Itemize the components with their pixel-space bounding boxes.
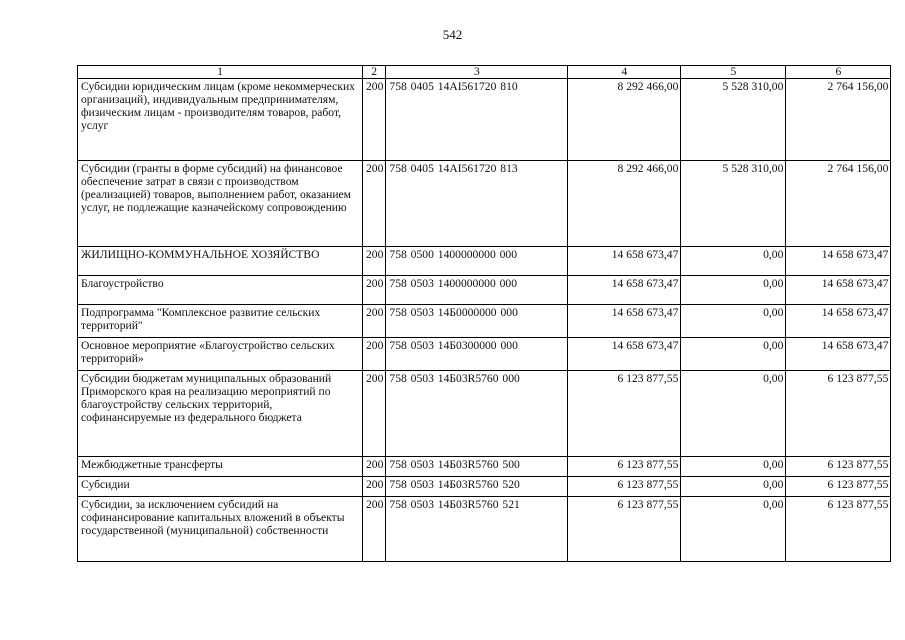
row-value-6-cell: 14 658 673,47: [786, 276, 891, 305]
row-code-cell: 758 0503 14Б0300000 000: [386, 338, 568, 371]
row-value-4-cell: 6 123 877,55: [568, 477, 681, 497]
row-value-5-cell: 0,00: [681, 247, 786, 276]
row-value-6-cell: 14 658 673,47: [786, 338, 891, 371]
table-row: [78, 247, 891, 276]
row-column-2-cell: 200: [363, 457, 386, 477]
row-column-2-cell: 200: [363, 276, 386, 305]
column-header-3: 3: [386, 66, 568, 79]
row-column-2-cell: 200: [363, 338, 386, 371]
row-column-2-cell: 200: [363, 305, 386, 338]
table-row: [78, 338, 891, 371]
page-number: 542: [442, 27, 463, 42]
row-column-2-cell: 200: [363, 497, 386, 562]
row-value-6-cell: 2 764 156,00: [786, 79, 891, 161]
row-value-5-cell: 0,00: [681, 338, 786, 371]
table-row: [78, 161, 891, 247]
table-row: [78, 497, 891, 562]
row-column-2-cell: 200: [363, 247, 386, 276]
table-row: [78, 457, 891, 477]
row-value-4-cell: 6 123 877,55: [568, 457, 681, 477]
table-row: [78, 371, 891, 457]
row-name-cell: Субсидии: [78, 477, 363, 497]
table-row: [78, 79, 891, 161]
row-code-cell: 758 0405 14АI561720 813: [386, 161, 568, 247]
row-code-cell: 758 0503 14Б03R5760 500: [386, 457, 568, 477]
row-column-2-cell: 200: [363, 79, 386, 161]
row-code-cell: 758 0405 14АI561720 810: [386, 79, 568, 161]
row-value-5-cell: 0,00: [681, 305, 786, 338]
row-value-6-cell: 6 123 877,55: [786, 497, 891, 562]
row-value-4-cell: 14 658 673,47: [568, 305, 681, 338]
row-value-4-cell: 8 292 466,00: [568, 79, 681, 161]
row-name-cell: Субсидии, за исключением субсидий на софинансирование капитальных вложений в объекты государственной (муниципальной) собственности: [78, 497, 363, 562]
row-value-6-cell: 6 123 877,55: [786, 477, 891, 497]
row-value-4-cell: 14 658 673,47: [568, 338, 681, 371]
row-value-5-cell: 5 528 310,00: [681, 161, 786, 247]
row-value-5-cell: 5 528 310,00: [681, 79, 786, 161]
row-column-2-cell: 200: [363, 371, 386, 457]
row-value-6-cell: 6 123 877,55: [786, 457, 891, 477]
row-code-cell: 758 0503 14Б03R5760 000: [386, 371, 568, 457]
row-name-cell: Основное мероприятие «Благоустройство сельских территорий»: [78, 338, 363, 371]
row-value-6-cell: 14 658 673,47: [786, 305, 891, 338]
column-header-4: 4: [568, 66, 681, 79]
table-row: [78, 276, 891, 305]
column-header-2: 2: [363, 66, 386, 79]
budget-table: [77, 65, 891, 562]
row-name-cell: Субсидии юридическим лицам (кроме некоммерческих организаций), индивидуальным предпринимателям, физическим лицам - производителям товаров, работ, услуг: [78, 79, 363, 161]
row-code-cell: 758 0503 14Б03R5760 520: [386, 477, 568, 497]
row-name-cell: ЖИЛИЩНО-КОММУНАЛЬНОЕ ХОЗЯЙСТВО: [78, 247, 363, 276]
row-column-2-cell: 200: [363, 477, 386, 497]
row-code-cell: 758 0503 14Б0000000 000: [386, 305, 568, 338]
table-row: [78, 305, 891, 338]
row-value-6-cell: 14 658 673,47: [786, 247, 891, 276]
table-header-row: [78, 66, 891, 79]
row-value-6-cell: 2 764 156,00: [786, 161, 891, 247]
row-value-5-cell: 0,00: [681, 457, 786, 477]
row-name-cell: Субсидии (гранты в форме субсидий) на финансовое обеспечение затрат в связи с производством (реализацией) товаров, выполнением работ, оказанием услуг, не подлежащие казначейскому сопровождению: [78, 161, 363, 247]
row-code-cell: 758 0500 1400000000 000: [386, 247, 568, 276]
row-value-4-cell: 6 123 877,55: [568, 497, 681, 562]
row-value-5-cell: 0,00: [681, 276, 786, 305]
column-header-5: 5: [681, 66, 786, 79]
row-code-cell: 758 0503 14Б03R5760 521: [386, 497, 568, 562]
row-name-cell: Подпрограмма "Комплексное развитие сельских территорий": [78, 305, 363, 338]
row-value-4-cell: 14 658 673,47: [568, 247, 681, 276]
row-value-6-cell: 6 123 877,55: [786, 371, 891, 457]
column-header-1: 1: [78, 66, 363, 79]
row-name-cell: Субсидии бюджетам муниципальных образований Приморского края на реализацию мероприятий по благоустройству сельских территорий, софинансируемые из федерального бюджета: [78, 371, 363, 457]
row-name-cell: Благоустройство: [78, 276, 363, 305]
row-value-4-cell: 6 123 877,55: [568, 371, 681, 457]
row-code-cell: 758 0503 1400000000 000: [386, 276, 568, 305]
row-value-5-cell: 0,00: [681, 497, 786, 562]
column-header-6: 6: [786, 66, 891, 79]
row-value-4-cell: 14 658 673,47: [568, 276, 681, 305]
table-row: [78, 477, 891, 497]
row-value-4-cell: 8 292 466,00: [568, 161, 681, 247]
row-value-5-cell: 0,00: [681, 477, 786, 497]
row-column-2-cell: 200: [363, 161, 386, 247]
row-value-5-cell: 0,00: [681, 371, 786, 457]
row-name-cell: Межбюджетные трансферты: [78, 457, 363, 477]
